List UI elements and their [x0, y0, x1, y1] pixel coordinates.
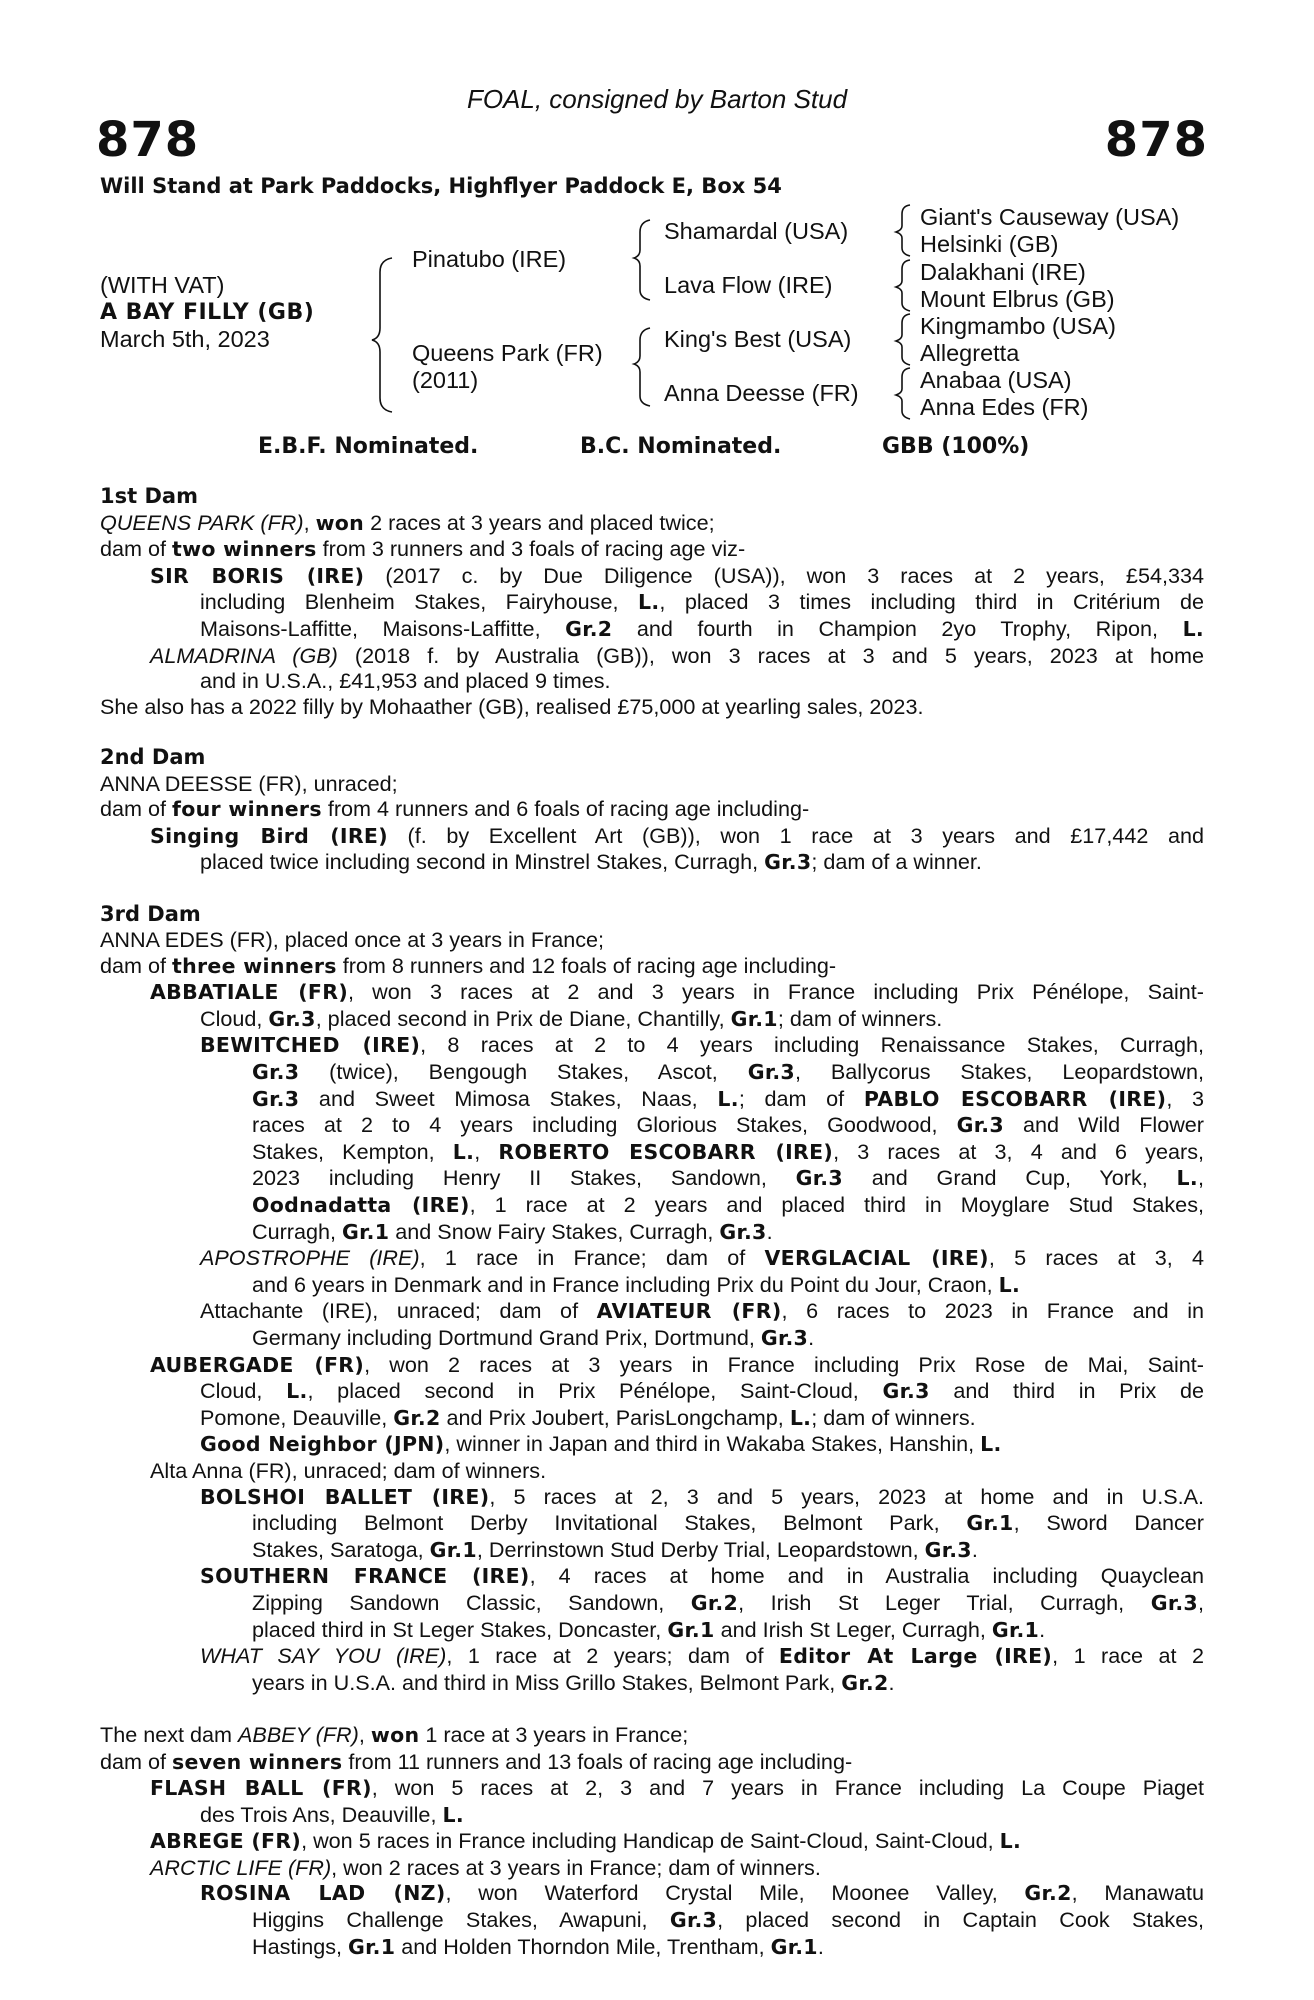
first-dam-line: QUEENS PARK (FR), won 2 races at 3 years and placed twice; [100, 509, 715, 535]
sd-dam: Mount Elbrus (GB) [920, 286, 1115, 312]
lot-number-right: 878 [1104, 112, 1208, 168]
third-dam-line: including Belmont Derby Invitational Stakes, Belmont Park, Gr.1, Sword Dancer [252, 1510, 1204, 1536]
dd-dam: Anna Edes (FR) [920, 394, 1089, 420]
ds-sire: Kingmambo (USA) [920, 313, 1116, 339]
dam-name: Queens Park (FR) [412, 340, 603, 366]
ds-dam: Allegretta [920, 340, 1020, 366]
sd-sire: Dalakhani (IRE) [920, 259, 1086, 285]
ss-sire: Giant's Causeway (USA) [920, 204, 1180, 230]
third-dam-line: Germany including Dortmund Grand Prix, Dortmund, Gr.3. [252, 1325, 815, 1350]
first-dam-line: SIR BORIS (IRE) (2017 c. by Due Diligence (USA)), won 3 races at 2 years, £54,334 [150, 562, 1204, 588]
second-dam-line: ANNA DEESSE (FR), unraced; [100, 770, 398, 796]
consignment-line: FOAL, consigned by Barton Stud [466, 84, 848, 114]
next-dam-line: ARCTIC LIFE (FR), won 2 races at 3 years in France; dam of winners. [150, 1854, 821, 1880]
dam-year: (2011) [412, 367, 479, 393]
next-dam-line: Hastings, Gr.1 and Holden Thorndon Mile, Trentham, Gr.1. [252, 1933, 824, 1959]
gbb-note: GBB (100%) [882, 434, 1030, 459]
third-dam-line: ABBATIALE (FR), won 3 races at 2 and 3 years in France including Prix Pénélope, Saint- [150, 979, 1204, 1005]
brace-main [372, 258, 392, 412]
third-dam-line: Zipping Sandown Classic, Sandown, Gr.2, Irish St Leger Trial, Curragh, Gr.3, [252, 1589, 1204, 1615]
first-dam-line: dam of two winners from 3 runners and 3 foals of racing age viz- [100, 536, 746, 562]
third-dam-line: Stakes, Kempton, L., ROBERTO ESCOBARR (IRE), 3 races at 3, 4 and 6 years, [252, 1138, 1204, 1164]
subject-dob: March 5th, 2023 [100, 326, 270, 352]
third-dam-line: Curragh, Gr.1 and Snow Fairy Stakes, Curragh, Gr.3. [252, 1218, 773, 1244]
lot-number-left: 878 [96, 112, 200, 168]
sire-sire: Shamardal (USA) [664, 218, 849, 244]
third-dam-line: ANNA EDES (FR), placed once at 3 years in France; [100, 927, 605, 953]
third-dam-line: placed third in St Leger Stakes, Doncaster, Gr.1 and Irish St Leger, Curragh, Gr.1. [252, 1616, 1046, 1642]
first-dam-line: ALMADRINA (GB) (2018 f. by Australia (GB)), won 3 races at 3 and 5 years, 2023 at home [150, 642, 1204, 668]
dam-dam: Anna Deesse (FR) [664, 380, 859, 406]
next-dam-line: des Trois Ans, Deauville, L. [200, 1801, 464, 1827]
catalogue-body [100, 484, 1204, 1960]
next-dam-line: Higgins Challenge Stakes, Awapuni, Gr.3, placed second in Captain Cook Stakes, [252, 1907, 1204, 1933]
third-dam-line: SOUTHERN FRANCE (IRE), 4 races at home and in Australia including Quayclean [200, 1563, 1204, 1589]
sire: Pinatubo (IRE) [412, 246, 567, 272]
ebf-nomination: E.B.F. Nominated. [258, 434, 479, 459]
bc-nomination: B.C. Nominated. [580, 434, 782, 459]
third-dam-line: Good Neighbor (JPN), winner in Japan and third in Wakaba Stakes, Hanshin, L. [200, 1431, 1002, 1457]
third-dam-line: and 6 years in Denmark and in France including Prix du Point du Jour, Craon, L. [252, 1271, 1021, 1297]
brace-sd [896, 260, 910, 311]
third-dam-line: Oodnadatta (IRE), 1 race at 2 years and placed third in Moyglare Stud Stakes, [252, 1192, 1204, 1218]
ss-dam: Helsinki (GB) [920, 231, 1059, 257]
vat-note: (WITH VAT) [100, 272, 225, 298]
next-dam-line: ABREGE (FR), won 5 races in France including Handicap de Saint-Cloud, Saint-Cloud, L. [150, 1828, 1022, 1854]
third-dam-line: years in U.S.A. and third in Miss Grillo Stakes, Belmont Park, Gr.2. [252, 1669, 895, 1695]
brace-ds [896, 314, 910, 365]
third-dam-line: Pomone, Deauville, Gr.2 and Prix Joubert, ParisLongchamp, L.; dam of winners. [200, 1404, 976, 1430]
third-dam-line: Attachante (IRE), unraced; dam of AVIATEUR (FR), 6 races to 2023 in France and in [200, 1298, 1204, 1324]
next-dam-line: dam of seven winners from 11 runners and 13 foals of racing age including- [100, 1748, 853, 1774]
third-dam-line: WHAT SAY YOU (IRE), 1 race at 2 years; dam of Editor At Large (IRE), 1 race at 2 [200, 1643, 1204, 1669]
second-dam-line: placed twice including second in Minstrel Stakes, Curragh, Gr.3; dam of a winner. [200, 849, 982, 875]
second-dam-line: Singing Bird (IRE) (f. by Excellent Art (GB)), won 1 race at 3 years and £17,442 and [150, 822, 1204, 848]
brace-dam [634, 328, 650, 406]
third-dam-line: Cloud, Gr.3, placed second in Prix de Diane, Chantilly, Gr.1; dam of winners. [200, 1005, 943, 1031]
brace-dd [896, 368, 910, 419]
third-dam-line: BEWITCHED (IRE), 8 races at 2 to 4 years including Renaissance Stakes, Curragh, [200, 1032, 1204, 1058]
brace-ss [896, 205, 910, 256]
first-dam-line: and in U.S.A., £41,953 and placed 9 times. [200, 668, 611, 694]
subject-name: A BAY FILLY (GB) [100, 300, 315, 325]
third-dam-line: AUBERGADE (FR), won 2 races at 3 years in France including Prix Rose de Mai, Saint- [150, 1351, 1204, 1377]
third-dam-line: APOSTROPHE (IRE), 1 race in France; dam of VERGLACIAL (IRE), 5 races at 3, 4 [200, 1245, 1204, 1271]
first-dam-heading: 1st Dam [100, 484, 198, 508]
second-dam-line: dam of four winners from 4 runners and 6 foals of racing age including- [100, 796, 810, 822]
first-dam-line: She also has a 2022 filly by Mohaather (GB), realised £75,000 at yearling sales, 2023. [100, 693, 924, 719]
third-dam-line: Cloud, L., placed second in Prix Pénélope, Saint-Cloud, Gr.3 and third in Prix de [200, 1378, 1205, 1404]
third-dam-line: Gr.3 and Sweet Mimosa Stakes, Naas, L.; dam of PABLO ESCOBARR (IRE), 3 [252, 1085, 1204, 1111]
stand-location: Will Stand at Park Paddocks, Highflyer Paddock E, Box 54 [100, 174, 782, 198]
next-dam-line: ROSINA LAD (NZ), won Waterford Crystal Mile, Moonee Valley, Gr.2, Manawatu [200, 1880, 1204, 1906]
second-dam-heading: 2nd Dam [100, 744, 206, 769]
third-dam-line: Gr.3 (twice), Bengough Stakes, Ascot, Gr.3, Ballycorus Stakes, Leopardstown, [252, 1059, 1205, 1085]
sire-dam: Lava Flow (IRE) [664, 272, 833, 298]
first-dam-line: Maisons-Laffitte, Maisons-Laffitte, Gr.2 and fourth in Champion 2yo Trophy, Ripon, L. [200, 615, 1205, 641]
brace-sire [634, 220, 650, 300]
first-dam-line: including Blenheim Stakes, Fairyhouse, L., placed 3 times including third in Critérium de [200, 589, 1204, 615]
third-dam-heading: 3rd Dam [100, 901, 201, 926]
dam-sire: King's Best (USA) [664, 326, 852, 352]
third-dam-line: 2023 including Henry II Stakes, Sandown, Gr.3 and Grand Cup, York, L., [252, 1165, 1204, 1191]
next-dam-line: The next dam ABBEY (FR), won 1 race at 3 years in France; [100, 1721, 689, 1747]
third-dam-line: BOLSHOI BALLET (IRE), 5 races at 2, 3 and 5 years, 2023 at home and in U.S.A. [200, 1483, 1205, 1509]
third-dam-line: dam of three winners from 8 runners and 12 foals of racing age including- [100, 952, 837, 978]
third-dam-line: races at 2 to 4 years including Glorious Stakes, Goodwood, Gr.3 and Wild Flower [252, 1112, 1204, 1138]
third-dam-line: Stakes, Saratoga, Gr.1, Derrinstown Stud Derby Trial, Leopardstown, Gr.3. [252, 1536, 978, 1562]
next-dam-line: FLASH BALL (FR), won 5 races at 2, 3 and 7 years in France including La Coupe Piaget [150, 1775, 1204, 1801]
dd-sire: Anabaa (USA) [920, 367, 1072, 393]
third-dam-line: Alta Anna (FR), unraced; dam of winners. [150, 1457, 547, 1483]
